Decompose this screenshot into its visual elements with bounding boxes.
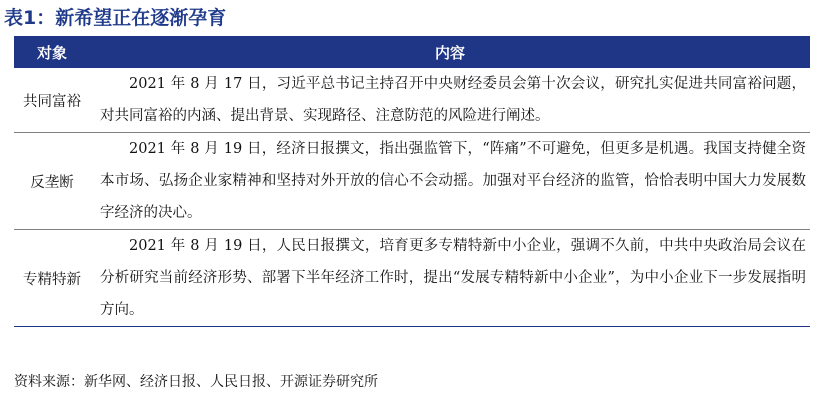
header-content: 内容: [434, 43, 465, 62]
table-row: [14, 230, 810, 327]
row-label: 反垄断: [30, 174, 74, 191]
table-row: [14, 68, 810, 133]
table-row: [14, 133, 810, 230]
content-table: [14, 36, 810, 327]
row-label: 共同富裕: [23, 93, 81, 110]
row-content: 2021 年 8 月 19 日，人民日报撰文，培育更多专精特新中小企业，强调不久前，中共中央政治局会议在分析研究当前经济形势、部署下半年经济工作时，提出“发展专精特新中小企业”，为中小企业下一步发展指明方向。: [100, 238, 806, 318]
row-content: 2021 年 8 月 19 日，经济日报撰文，指出强监管下，“阵痛”不可避免，但更多是机遇。我国支持健全资本市场、弘扬企业家精神和坚持对外开放的信心不会动摇。加强对平台经济的监管，恰恰表明中国大力发展数字经济的决心。: [100, 141, 806, 221]
table-header: [14, 36, 810, 68]
table-title: 表1：新希望正在逐渐孕育: [4, 7, 227, 29]
row-content: 2021 年 8 月 17 日，习近平总书记主持召开中央财经委员会第十次会议，研究扎实促进共同富裕问题，对共同富裕的内涵、提出背景、实现路径、注意防范的风险进行阐述。: [100, 76, 806, 124]
header-object: 对象: [36, 43, 67, 62]
source-note: 资料来源：新华网、经济日报、人民日报、开源证券研究所: [14, 374, 378, 390]
row-label: 专精特新: [23, 271, 81, 288]
